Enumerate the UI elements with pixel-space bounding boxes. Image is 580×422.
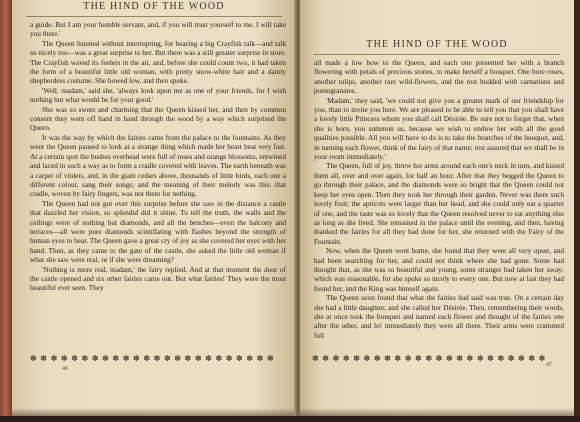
left-paragraph: She was so sweet and charming that the Queen kissed her, and then by common consent they went off hand in hand through the wood by a way which surprised the Queen. [30, 104, 286, 133]
right-paragraph: Now, when the Queen went home, she found that they were all very upset, and had been searching for her, and could not think where she had gone. Some had thought that, as she was so beautiful and young, some stranger had taken her away: which was reasonable, for she spoke so nicely to every one. But now at last they had found her, and the King was himself again. [314, 246, 564, 293]
table-surface [0, 416, 580, 422]
left-paragraph: The Queen had not got over this surprise before she saw in the distance a castle that dazzled her vision, so splendid did it shine. To tell the truth, the walls and the ceilings were of nothing but diamonds, and all the benches—even the balcony and terraces—all were pure diamonds scintillating with flashes beyond the strength of human eyes to bear. The Queen gave a great cry of joy as she covered her eyes with her hand. Then, as they came to the gate of the castle, she asked the little old woman if what she saw were real, or if she were dreaming? [30, 198, 286, 265]
right-page-number: 47 [546, 362, 552, 368]
right-paragraph: The Queen, full of joy, threw her arms around each one's neck in turn, and kissed them all, over and over again, for half an hour. After that they begged the Queen to go through their palace, and the diamonds were so bright that the Queen could not keep her eyes open. Then they took her through their garden. Never was there such lovely fruit; the apricots were larger than her head, and she could only eat a quarter of one, and the taste was so lovely that the Queen resolved never to eat anything else as long as she lived. She remained in the palace until the evening, and then, having thanked the fairies for all they had done for her, she returned with the Fairy of the Fountain. [314, 161, 564, 246]
left-header-rule [26, 16, 282, 17]
left-paragraph: The Queen listened without interrupting, for hearing a big Crayfish talk—and talk so nicely too—was a great surprise to her. But there was a still greater surprise in store. The Crayfish waved its feelers in the air, and, before she could count two, it had taken the form of a beautiful little old woman, with pretty snow-white hair and a dainty shepherdess costume. She bowed low, and then spoke. [30, 38, 286, 86]
left-page-text [12, 20, 296, 293]
left-paragraph: 'Nothing is more real, madam,' the fairy replied. And at that moment the door of the castle opened and six other fairies came out. But what fairies! They were the most beautiful ever seen. They [30, 264, 286, 293]
right-page [300, 0, 574, 416]
right-paragraph: 'Madam,' they said, 'we could not give you a greater mark of our friendship for you, than to invite you here. We are pleased to be able to tell you that you shall have a lovely little Princess whom you shall call Désirée. Be sure not to forget that, when she is born, you summon us, because we wish to endow her with all the good qualities possible. All you will have to do is to take the branches of the bouquet, and, in naming each flower, think of the fairy of that name; rest assured that we shall be in your room immediately.' [314, 95, 564, 162]
right-paragraph: all made a low bow to the Queen, and each one presented her with a branch flowering with petals of precious stones, to make herself a bouquet. One bore roses, another tulips, another rare wild-flowers, and the rest budded with carnations and pomegranates. [314, 58, 564, 96]
left-paragraph: It was the way by which the fairies came from the palace to the fountains. As they went the Queen paused to look at a strange thing which made her heart beat very fast. At a certain spot the bushes overhead were full of roses and orange blossoms, entwined and laced in such a way as to form a cradle covered with leaves. The earth beneath was a carpet of violets, and, in the giant cedars above, thousands of little birds, each one a different colour, sang their songs; and the meaning of their melody was this: that cradle, woven by fairy fingers, was not there for nothing. [30, 132, 286, 199]
left-page-shadow [12, 408, 296, 416]
left-paragraph: a guide. But I am your humble servant, and, if you will trust yourself to me, I will take you there.' [30, 20, 286, 39]
right-header-rule [314, 54, 560, 55]
left-paragraph: 'Well, madam,' said she, 'always look upon me as one of your friends, for I wish nothing but what would be for your good.' [30, 85, 286, 105]
book-cover-edge [0, 0, 12, 422]
right-page-text [300, 58, 574, 340]
right-paragraph: The Queen soon found that what the fairies had said was true. On a certain day she had a little daughter, and she called her Désirée. Then, remembering their words, she at once took the bouquet and named each flower and thought of the fairies one after the other, and lo! immediately they were all there. Their arms were crammed full [314, 293, 564, 340]
right-ornament-border: ✽✽✽✽✽✽✽✽✽✽✽✽✽✽✽✽✽✽✽✽✽✽✽ [312, 354, 549, 363]
right-page-shadow [300, 408, 574, 416]
left-ornament-border: ✽✽✽✽✽✽✽✽✽✽✽✽✽✽✽✽✽✽✽✽✽✽✽✽ [30, 354, 278, 363]
left-page-header: THE HIND OF THE WOOD [83, 1, 225, 12]
left-page-number: 46 [62, 366, 68, 372]
left-page [12, 0, 296, 416]
right-page-header: THE HIND OF THE WOOD [366, 39, 508, 50]
